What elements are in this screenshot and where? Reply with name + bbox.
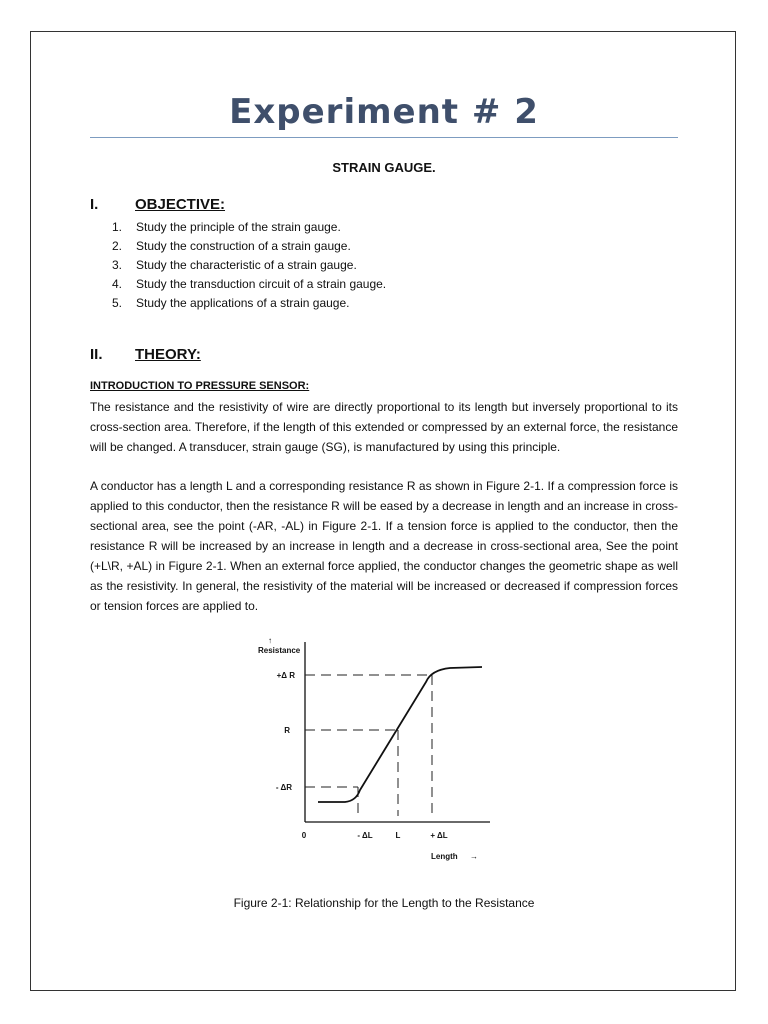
y-axis-arrow-icon: ↑ xyxy=(268,636,272,645)
theory-number: II. xyxy=(90,346,103,363)
theory-heading xyxy=(90,346,201,363)
list-item-number: 4. xyxy=(112,277,123,291)
y-tick-minus-dr: - ΔR xyxy=(275,783,292,792)
objective-number: I. xyxy=(90,196,99,213)
list-item-number: 3. xyxy=(112,258,123,272)
list-item xyxy=(112,256,386,275)
y-axis-label: Resistance xyxy=(258,646,301,655)
list-item-number: 2. xyxy=(112,239,123,253)
list-item xyxy=(112,218,386,237)
intro-subheading: INTRODUCTION TO PRESSURE SENSOR: xyxy=(90,380,310,392)
y-tick-plus-dr: +Δ R xyxy=(276,671,295,680)
list-item-text: Study the transduction circuit of a strain gauge. xyxy=(136,277,387,291)
list-item xyxy=(112,294,386,313)
experiment-subtitle: STRAIN GAUGE. xyxy=(332,160,436,175)
guide-lines xyxy=(305,675,432,816)
x-axis-arrow-icon: → xyxy=(470,852,478,861)
list-item-number: 1. xyxy=(112,220,123,234)
theory-paragraph-1: The resistance and the resistivity of wire are directly proportional to its length but inversely proportional to its cross-section area. Therefore, if the length of this extended or compressed by an external force, the resistance will be changed. A transducer, strain gauge (SG), is manufactured by using this principle. xyxy=(90,400,678,454)
list-item-text: Study the characteristic of a strain gauge. xyxy=(136,258,357,272)
title-divider xyxy=(90,137,678,138)
objective-heading xyxy=(90,196,225,213)
theory-paragraph-2: A conductor has a length L and a corresponding resistance R as shown in Figure 2-1. If a compression force is applied to this conductor, then the resistance R will be eased by a decrease in length and an increase in cross-sectional area, see the point (-AR, -AL) in Figure 2-1. If a tension force is applied to the conductor, then the resistance R will be increased by an increase in length and a decrease in cross-sectional area, See the point (+L\R, +AL) in Figure 2-1. When an external force applied, the conductor changes the geometric shape as well as the resistivity. In general, the resistivity of the material will be increased or decreased if compression forces or tension forces are applied to. xyxy=(90,479,678,613)
x-axis-label: Length xyxy=(431,852,458,861)
list-item-number: 5. xyxy=(112,296,123,310)
theory-title: THEORY: xyxy=(135,346,201,363)
objective-title: OBJECTIVE: xyxy=(135,196,226,213)
list-item-text: Study the principle of the strain gauge. xyxy=(136,220,341,234)
objective-list xyxy=(112,218,386,313)
y-tick-r: R xyxy=(284,726,290,735)
page-title: Experiment # 2 xyxy=(229,92,539,132)
list-item xyxy=(112,275,386,294)
list-item xyxy=(112,237,386,256)
x-tick-plus-dl: + ΔL xyxy=(430,831,448,840)
resistance-curve xyxy=(318,667,482,802)
list-item-text: Study the applications of a strain gauge. xyxy=(136,296,350,310)
resistance-length-figure xyxy=(250,632,520,872)
x-tick-l: L xyxy=(395,831,401,840)
figure-caption: Figure 2-1: Relationship for the Length to the Resistance xyxy=(233,896,535,910)
list-item-text: Study the construction of a strain gauge. xyxy=(136,239,351,253)
x-tick-minus-dl: - ΔL xyxy=(357,831,373,840)
x-tick-zero: 0 xyxy=(301,831,307,840)
